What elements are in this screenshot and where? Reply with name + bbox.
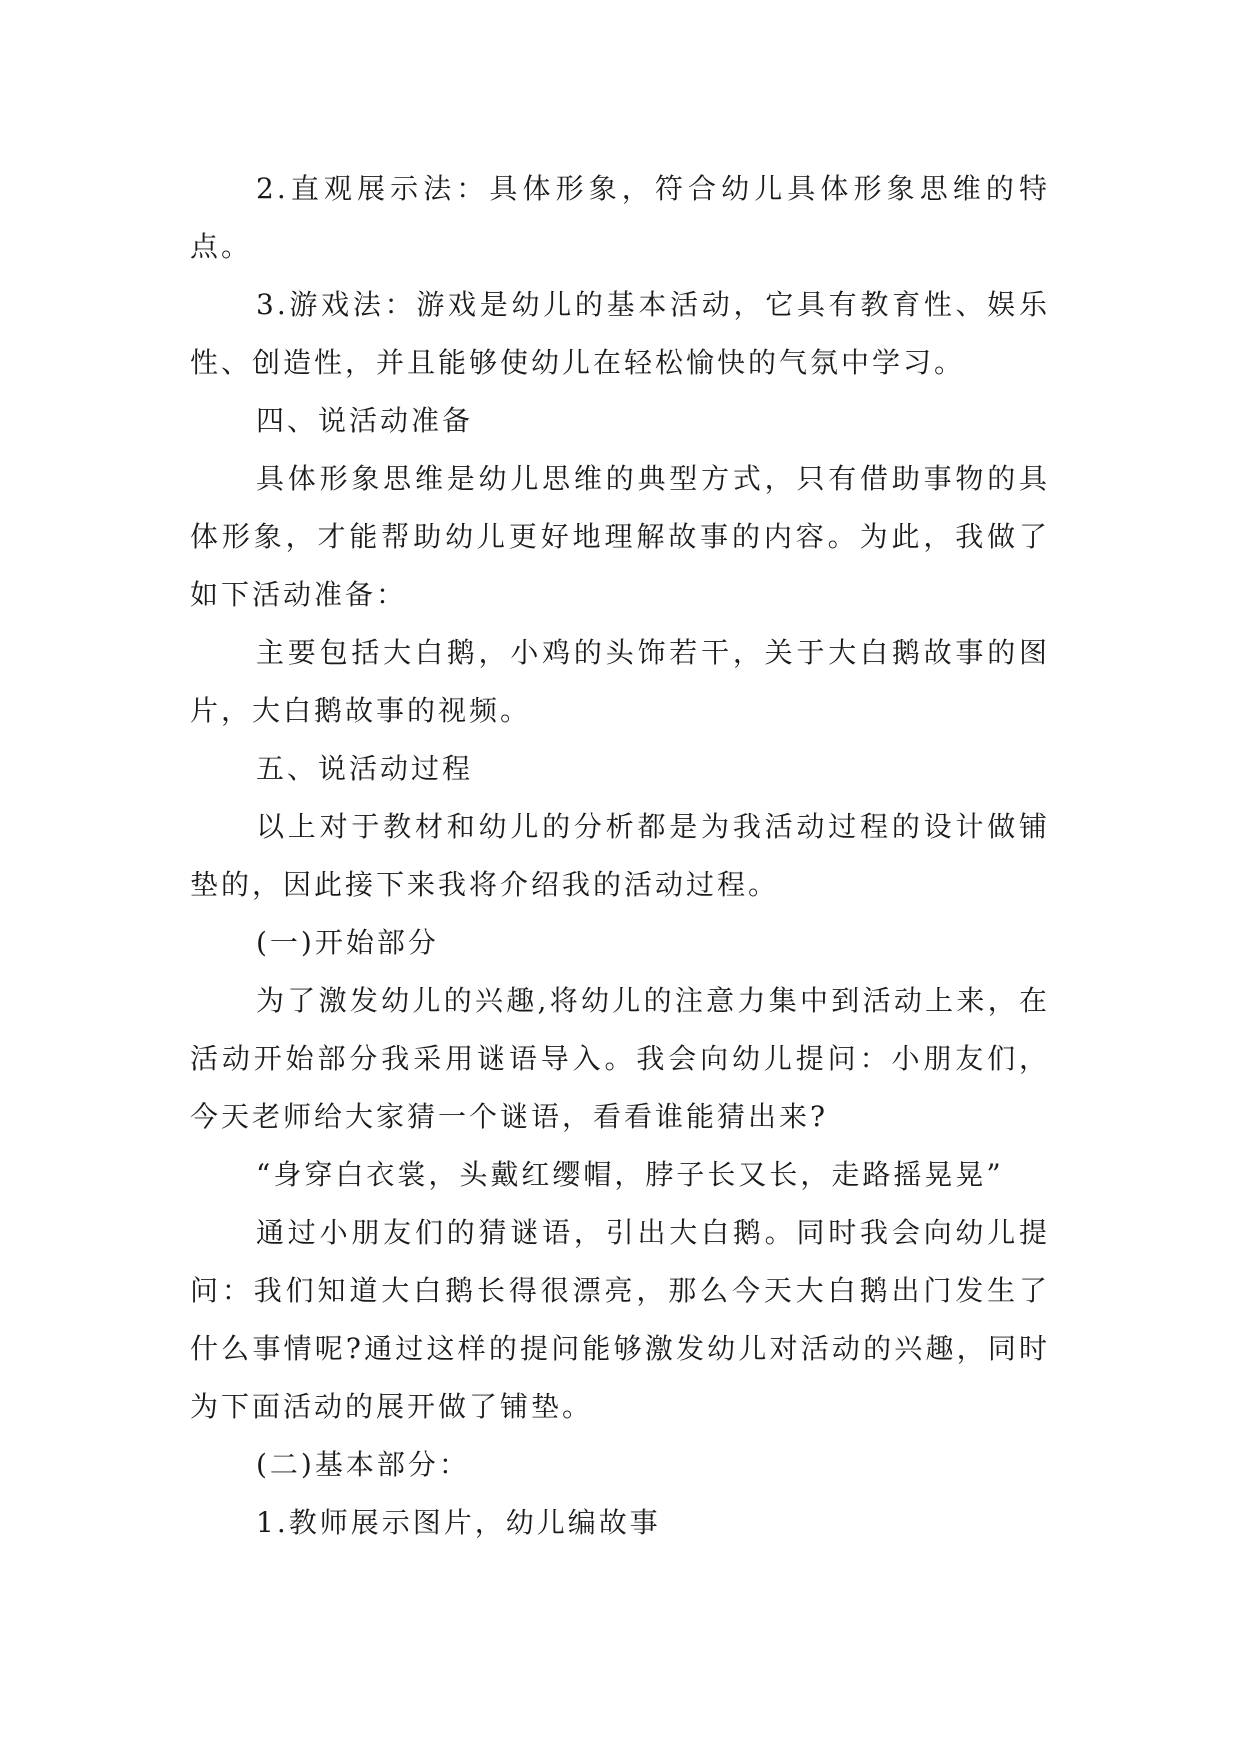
preparation-intro: 具体形象思维是幼儿思维的典型方式，只有借助事物的具体形象，才能帮助幼儿更好地理解故事的内容。为此，我做了如下活动准备： [190,462,1050,611]
basic-step-1: 1.教师展示图片，幼儿编故事 [256,1506,661,1539]
heading-part-1-opening: (一)开始部分 [256,926,439,959]
heading-4-activity-preparation: 四、说活动准备 [256,404,474,437]
document-page [190,160,1050,1552]
riddle-text: “身穿白衣裳，头戴红缨帽，脖子长又长，走路摇晃晃” [256,1158,1004,1191]
heading-part-2-basic: (二)基本部分： [256,1448,470,1481]
method-3-game: 3.游戏法：游戏是幼儿的基本活动，它具有教育性、娱乐性、创造性，并且能够使幼儿在轻松愉快的气氛中学习。 [190,288,1050,379]
heading-5-activity-process: 五、说活动过程 [256,752,474,785]
preparation-items: 主要包括大白鹅，小鸡的头饰若干，关于大白鹅故事的图片，大白鹅故事的视频。 [190,636,1050,727]
opening-riddle-intro: 为了激发幼儿的兴趣,将幼儿的注意力集中到活动上来，在活动开始部分我采用谜语导入。我会向幼儿提问：小朋友们，今天老师给大家猜一个谜语，看看谁能猜出来? [190,984,1050,1133]
riddle-followup: 通过小朋友们的猜谜语，引出大白鹅。同时我会向幼儿提问：我们知道大白鹅长得很漂亮，那么今天大白鹅出门发生了什么事情呢?通过这样的提问能够激发幼儿对活动的兴趣，同时为下面活动的展开做了铺垫。 [190,1216,1050,1423]
method-2-intuitive-display: 2.直观展示法：具体形象，符合幼儿具体形象思维的特点。 [190,172,1050,263]
process-intro: 以上对于教材和幼儿的分析都是为我活动过程的设计做铺垫的，因此接下来我将介绍我的活动过程。 [190,810,1050,901]
